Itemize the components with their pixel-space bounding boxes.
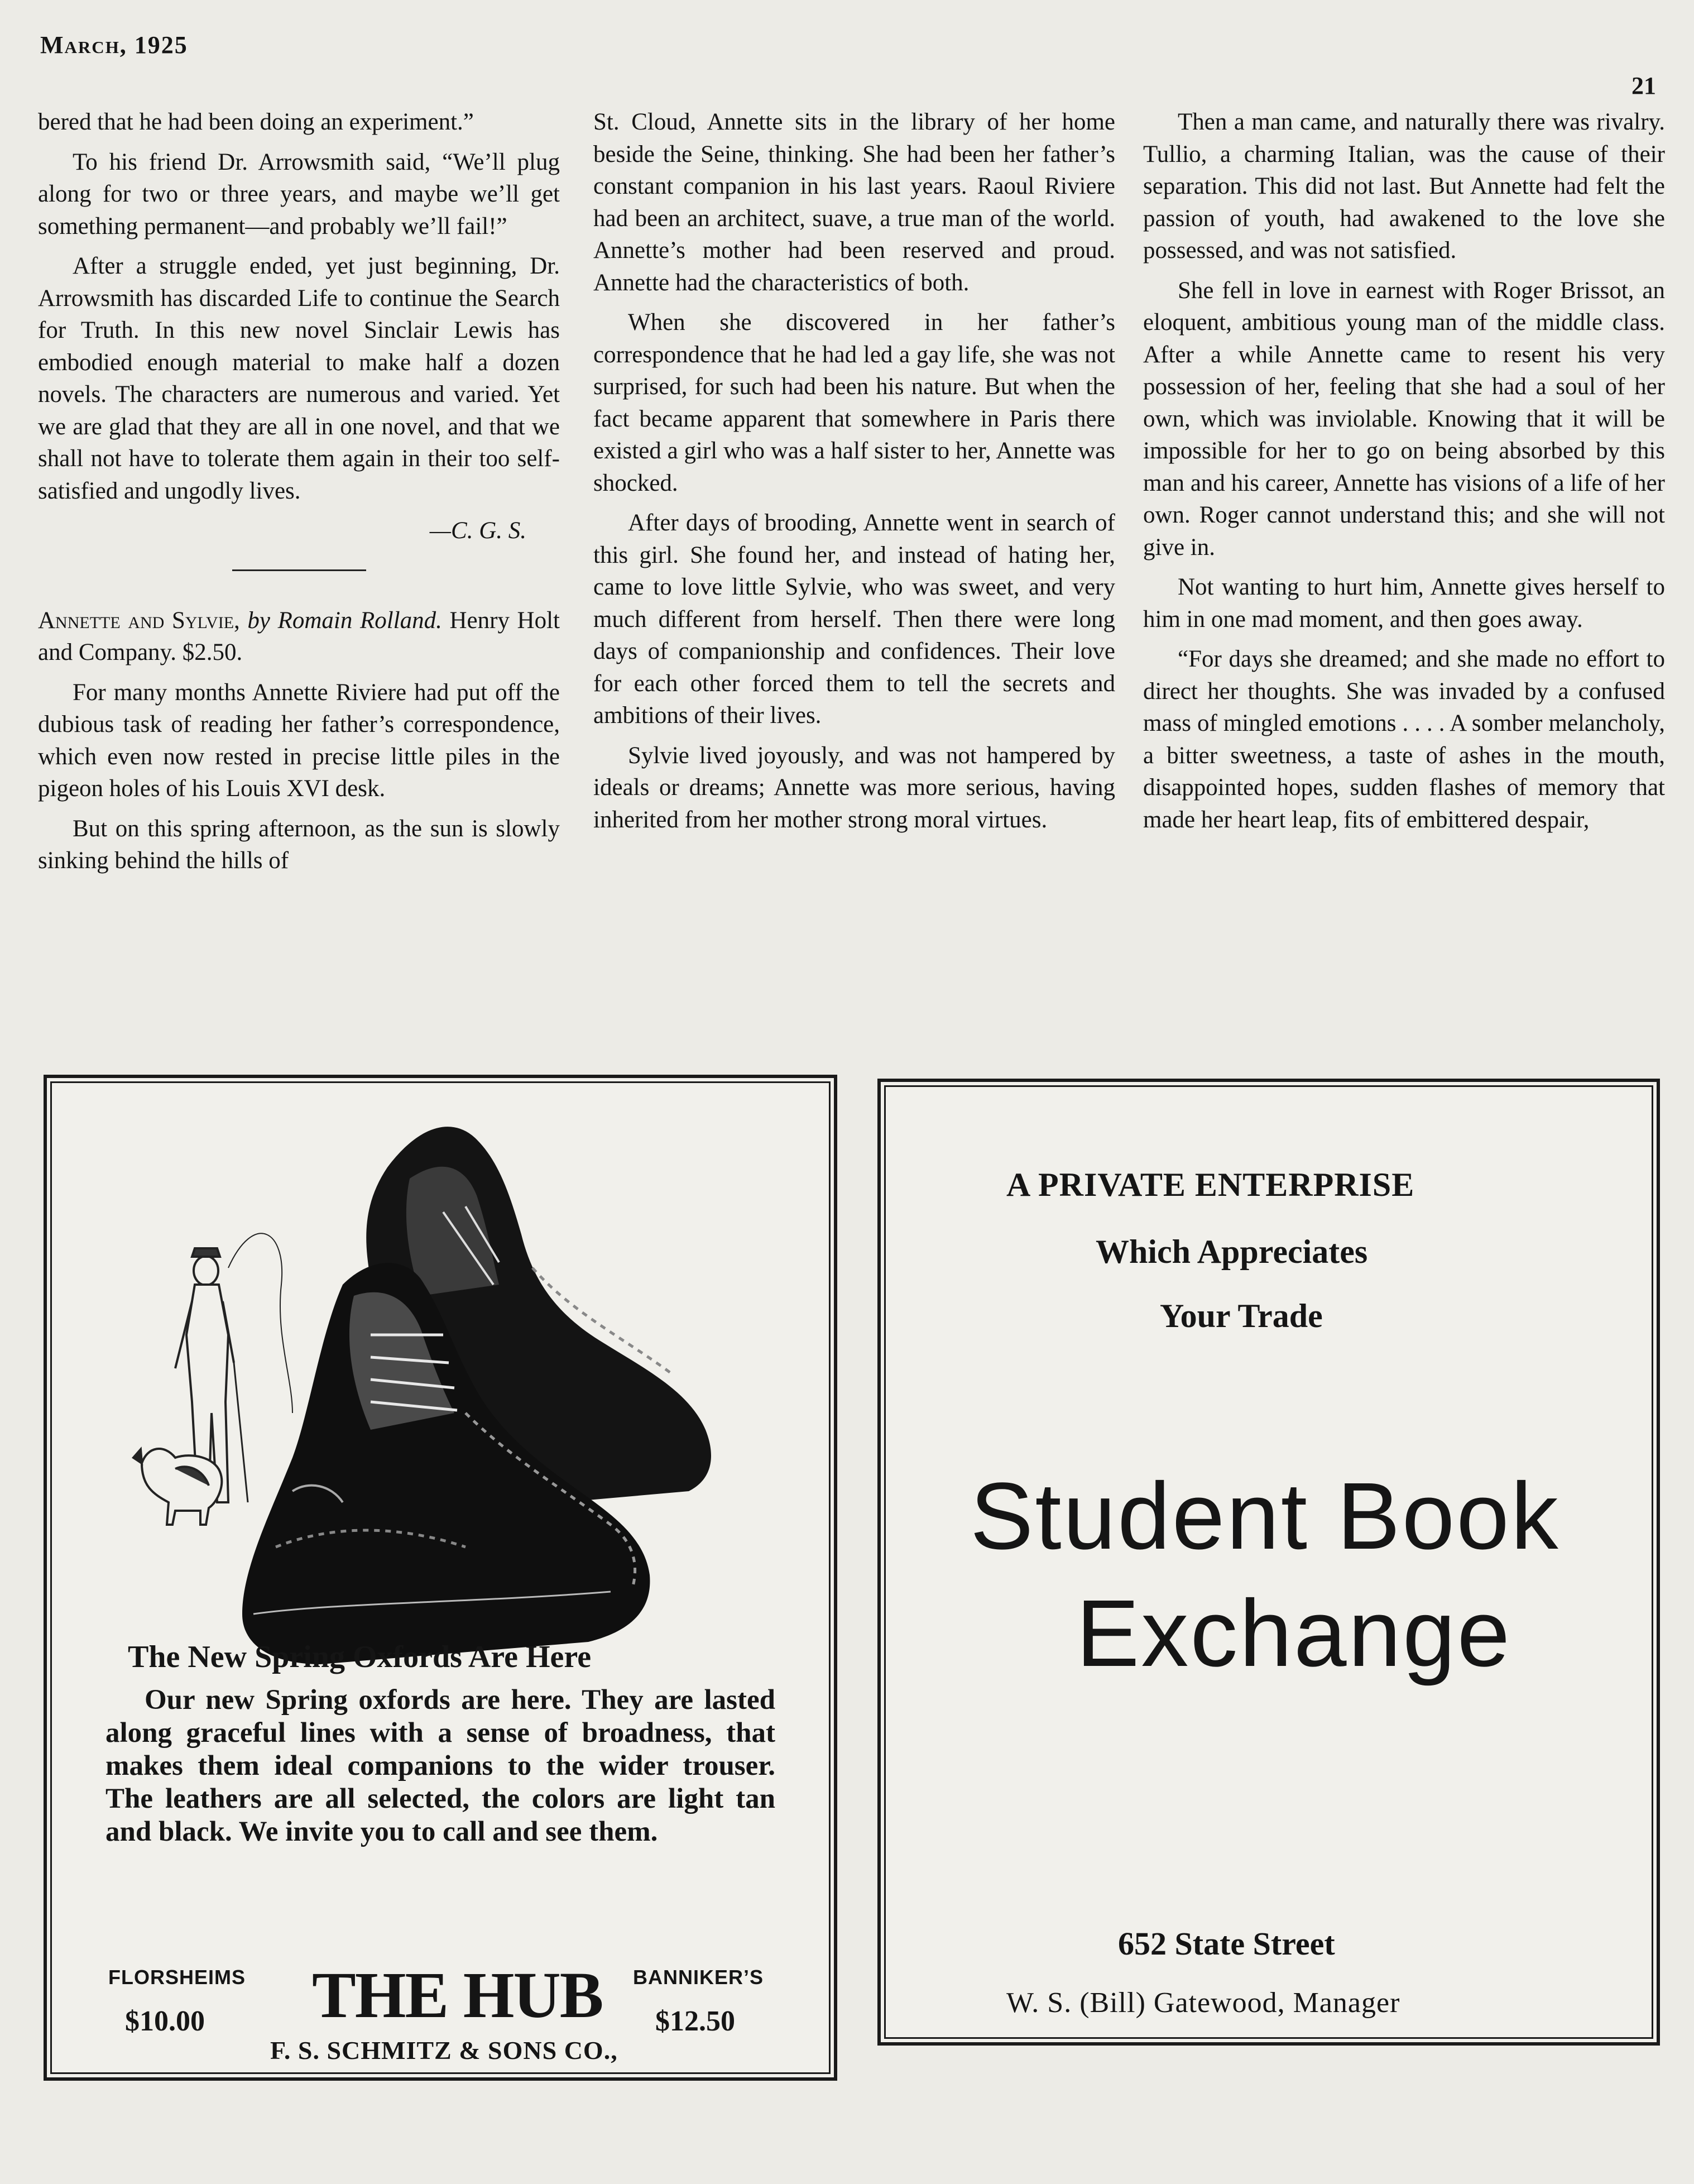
store-manager: W. S. (Bill) Gatewood, Manager (1006, 1987, 1400, 2019)
ad-tagline-3: Your Trade (1160, 1297, 1323, 1334)
student-book-exchange-advertisement (877, 1079, 1660, 2046)
running-head-date: March, 1925 (40, 31, 188, 59)
paragraph: After a struggle ended, yet just beginning, Dr. Arrowsmith has discarded Life to continue the Search for Truth. In this new novel Sinclair Lewis has embodied enough material to make half a dozen novels. The characters are numerous and varied. Yet we are glad that they are all in one novel, and that we shall not have to tolerate them again in their too self-satisfied and ungodly lives. (38, 253, 560, 504)
ad-headline: The New Spring Oxfords Are Here (128, 1640, 592, 1674)
store-name-line-1: Student Book (970, 1463, 1560, 1569)
the-hub-advertisement (44, 1075, 837, 2081)
section-divider (232, 569, 366, 571)
paragraph: For many months Annette Riviere had put off the dubious task of reading her father’s correspondence, which even now rested in precise little piles in the pigeon holes of his Louis XVI desk. (38, 679, 560, 802)
brand-bannikers: BANNIKER’S (633, 1966, 764, 1989)
paragraph: But on this spring afternoon, as the sun is slowly sinking behind the hills of (38, 815, 560, 874)
brand-florsheims: FLORSHEIMS (108, 1966, 246, 1989)
review-title: Annette and Sylvie, (38, 607, 240, 634)
paragraph: Sylvie lived joyously, and was not hampered by ideals or dreams; Annette was more serious, having inherited from her mother strong moral virtues. (593, 742, 1115, 833)
terrier-dog-icon (133, 1449, 222, 1525)
text-column-1 (38, 106, 560, 885)
price-florsheims: $10.00 (125, 2005, 205, 2037)
paragraph: When she discovered in her father’s correspondence that he had led a gay life, she was not surprised, for such had been his nature. But when the fact became apparent that somewhere in Paris there existed a girl who was a half sister to her, Annette was shocked. (593, 309, 1115, 496)
oxford-shoes-illustration (108, 1100, 778, 1714)
text-column-2 (593, 106, 1115, 844)
page-number: 21 (1631, 72, 1656, 99)
store-name: THE HUB (312, 1958, 603, 2032)
paragraph: Then a man came, and naturally there was rivalry. Tullio, a charming Italian, was the cause of their separation. This did not last. But Annette had felt the passion of youth, had awakened to the love she possessed, and was not satisfied. (1143, 109, 1665, 264)
ad-body-paragraph: Our new Spring oxfords are here. They are lasted along graceful lines with a sense of broadness, that makes them ideal companions to the wider trouser. The leathers are all selected, the colors are light tan and black. We invite you to call and see them. (105, 1684, 775, 1847)
review-byline: by Romain Rolland. (247, 607, 442, 634)
ad-tagline-2: Which Appreciates (1096, 1233, 1368, 1270)
store-name-line-2: Exchange (1076, 1580, 1512, 1687)
review-heading (38, 605, 560, 669)
paragraph: She fell in love in earnest with Roger Brissot, an eloquent, ambitious young man of the middle class. After a while Annette came to resent his very possession of her, feeling that she had a soul of her own, which was inviolable. Knowing that it will be impossible for her to go on being absorbed by this man and his career, Annette has visions of a life of her own. Roger cannot understand this; and she will not give in. (1143, 277, 1665, 561)
paragraph: After days of brooding, Annette went in search of this girl. She found her, and instead of hating her, came to love little Sylvie, who was sweet, and very much different from herself. Then there were long days of companionship and confidences. Their love for each other forced them to tell the secrets and ambitions of their lives. (593, 510, 1115, 729)
price-bannikers: $12.50 (655, 2005, 735, 2037)
store-company: F. S. SCHMITZ & SONS CO., (270, 2036, 618, 2065)
ad-body-copy (105, 1684, 775, 1848)
paragraph: To his friend Dr. Arrowsmith said, “We’ll plug along for two or three years, and maybe we’ll get something permanent—and probably we’ll fail!” (38, 149, 560, 240)
review-signature: —C. G. S. (429, 518, 526, 544)
store-address: 652 State Street (1118, 1926, 1335, 1962)
paragraph: bered that he had been doing an experiment.” (38, 109, 474, 135)
ad-tagline-1: A PRIVATE ENTERPRISE (1006, 1166, 1415, 1203)
text-column-3 (1143, 106, 1665, 844)
paragraph: “For days she dreamed; and she made no effort to direct her thoughts. She was invaded by a confused mass of mingled emotions . . . . A somber melancholy, a bitter sweetness, a taste of ashes in the mouth, disappointed hopes, sudden flashes of memory that made her heart leap, fits of embittered despair, (1143, 646, 1665, 833)
review-publisher: Henry Holt and Company. $2.50. (38, 607, 560, 665)
paragraph: Not wanting to hurt him, Annette gives herself to him in one mad moment, and then goes away. (1143, 574, 1665, 633)
paragraph: St. Cloud, Annette sits in the library of her home beside the Seine, thinking. She had been her father’s constant companion in his last years. Raoul Riviere had been an architect, suave, a true man of the world. Annette’s mother had been reserved and proud. Annette had the characteristics of both. (593, 109, 1115, 296)
